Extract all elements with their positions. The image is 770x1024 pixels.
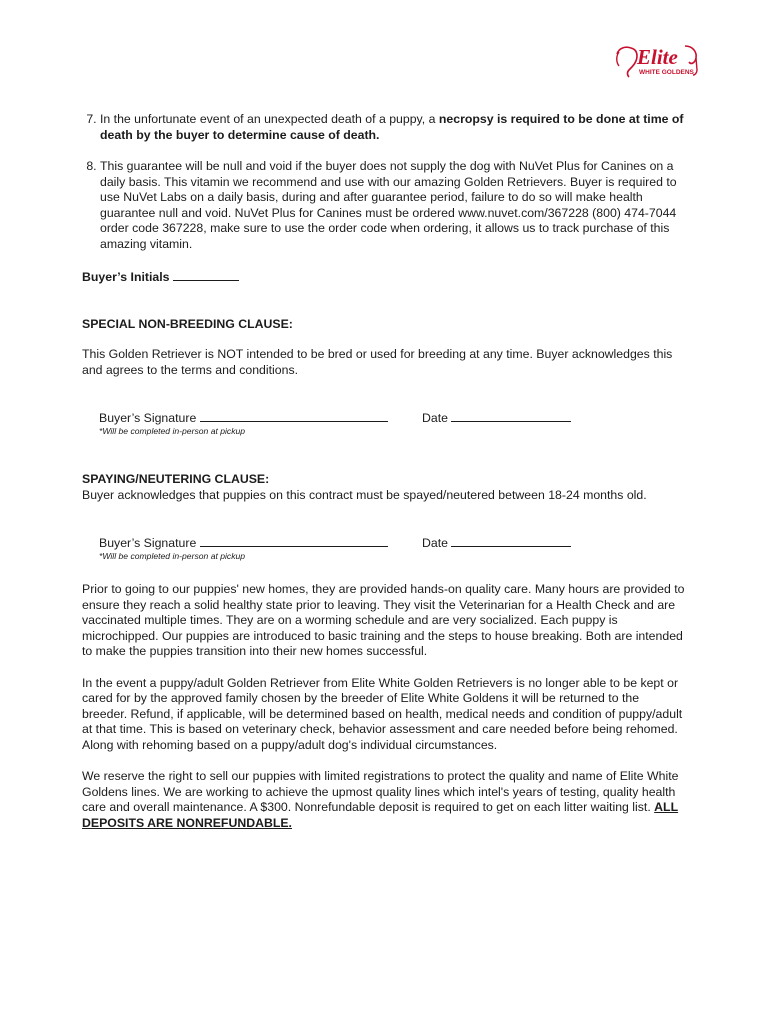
spaying-heading: SPAYING/NEUTERING CLAUSE: xyxy=(82,472,270,486)
buyer-initials-line xyxy=(82,268,686,286)
signature-blank[interactable] xyxy=(200,409,388,422)
item-7-bold: necropsy is required to be done at time of death by the buyer to determine cause of death. xyxy=(100,112,684,142)
contract-page xyxy=(82,112,686,831)
pickup-note: *Will be completed in-person at pickup xyxy=(99,426,246,436)
care-paragraph: Prior to going to our puppies' new homes, they are provided hands-on quality care. Many hours are provided to ensure they reach a solid healthy state prior to leaving. They visit the Veterinarian for a Health Check and are vaccinated multiple times. They are on a worming schedule and are very socialized. Each puppy is microchipped. Our puppies are introduced to basic training and the steps to house breaking. Both are intended to make the puppies transition into their new homes successful. xyxy=(82,582,685,658)
date-field xyxy=(422,534,571,552)
item-8-text: This guarantee will be null and void if the buyer does not supply the dog with NuVet Plus for Canines on a daily basis. This vitamin we recommend and use with our amazing Golden Retrievers. Buyer is required to use NuVet Labs on a daily basis, during and after guarantee period, failure to do so will make health guarantee null and void. NuVet Plus for Canines must be ordered www.nuvet.com/367228 (800) 474-7044 order code 367228, make sure to use the order code when ordering, it allows us to track purchase of this amazing vitamin. xyxy=(100,159,677,251)
initials-label: Buyer’s Initials xyxy=(82,270,170,284)
non-breeding-heading: SPECIAL NON-BREEDING CLAUSE: xyxy=(82,316,293,331)
non-breeding-body: This Golden Retriever is NOT intended to be bred or used for breeding at any time. Buyer acknowledges this and agrees to the terms and conditions. xyxy=(82,347,673,377)
date-label: Date xyxy=(422,411,448,425)
date-label: Date xyxy=(422,536,448,550)
rehoming-paragraph: In the event a puppy/adult Golden Retriever from Elite White Golden Retrievers is no longer able to be kept or cared for by the approved family chosen by the breeder of Elite White Goldens it will be returned to the breeder. Refund, if applicable, will be determined based on health, medical needs and condition of puppy/adult at that time. This is based on veterinary check, behavior assessment and care needed before being rehomed. Along with rehoming based on a puppy/adult dog's individual circumstances. xyxy=(82,675,683,752)
signature-blank[interactable] xyxy=(200,534,388,547)
date-field xyxy=(422,409,571,427)
spaying-body: Buyer acknowledges that puppies on this contract must be spayed/neutered between 18-24 months old. xyxy=(82,487,647,502)
logo-word: Elite xyxy=(637,45,678,69)
pickup-note: *Will be completed in-person at pickup xyxy=(99,551,246,561)
signature-label: Buyer’s Signature xyxy=(99,411,197,425)
logo-subtitle: WHITE GOLDENS xyxy=(639,69,694,76)
deposit-text: We reserve the right to sell our puppies with limited registrations to protect the quality and name of Elite White Goldens lines. We are working to achieve the upmost quality lines which intel's years of testing, quality health care and overall maintenance. A $300. Nonrefundable deposit is required to get on each litter waiting list. xyxy=(82,769,679,814)
list-item xyxy=(100,159,686,252)
guarantee-list xyxy=(82,112,686,252)
nonrefundable-notice: ALL DEPOSITS ARE NONREFUNDABLE. xyxy=(82,800,679,830)
spaying-signature-row xyxy=(99,534,686,550)
list-item xyxy=(100,112,686,143)
signature-label: Buyer’s Signature xyxy=(99,536,197,550)
elite-white-goldens-logo xyxy=(613,40,705,82)
initials-blank[interactable] xyxy=(173,268,239,281)
date-blank[interactable] xyxy=(451,534,571,547)
deposit-paragraph xyxy=(82,769,686,831)
item-7-text: In the unfortunate event of an unexpected death of a puppy, a xyxy=(100,112,439,126)
non-breeding-signature-row xyxy=(99,409,686,425)
date-blank[interactable] xyxy=(451,409,571,422)
